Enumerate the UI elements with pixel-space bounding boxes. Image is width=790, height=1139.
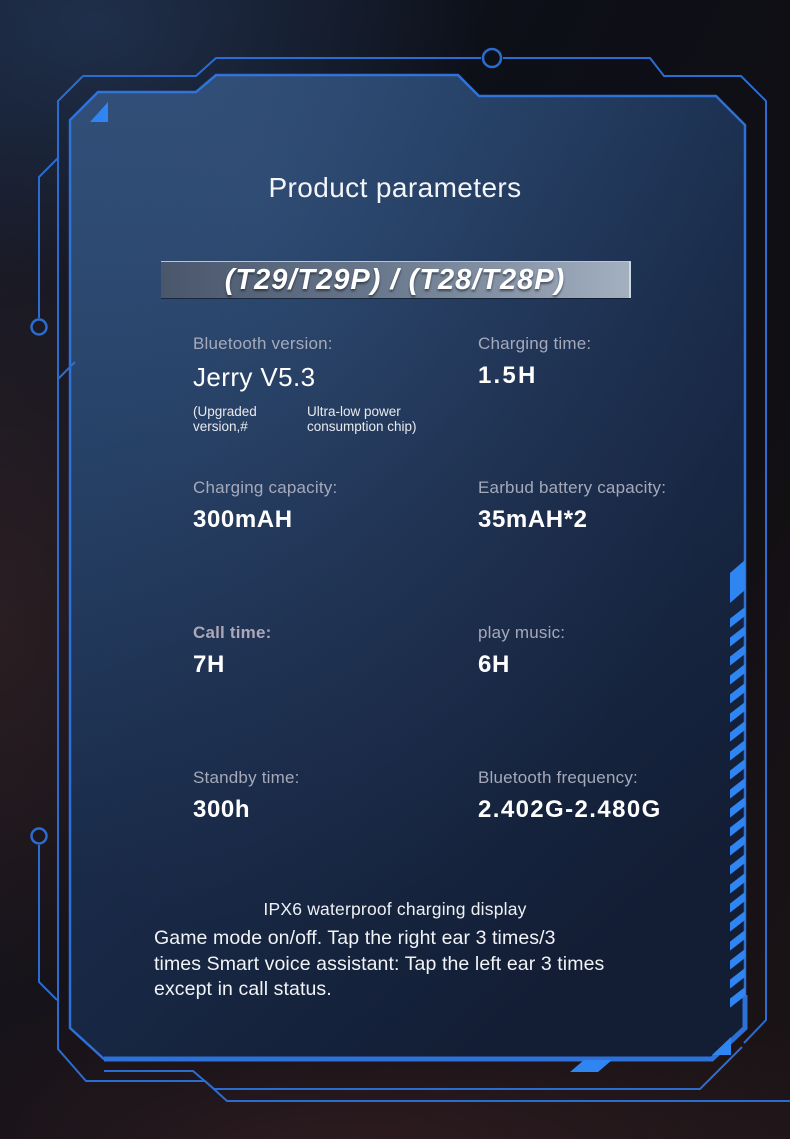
circuit-node-left-lower-icon <box>32 829 47 844</box>
spec-value: 35mAH*2 <box>478 506 588 533</box>
spec-label: Standby time: <box>193 768 300 787</box>
page-title: Product parameters <box>268 172 522 203</box>
bottom-flag-decal <box>570 1060 612 1072</box>
usage-instructions-line: Game mode on/off. Tap the right ear 3 times/3 <box>154 927 556 949</box>
spec-label: Charging capacity: <box>193 478 338 497</box>
spec-earbud-battery-capacity <box>478 478 763 534</box>
spec-value: 300h <box>193 796 251 823</box>
spec-value: 1.5H <box>478 362 538 389</box>
circuit-node-left-upper-icon <box>32 320 47 335</box>
spec-label: play music: <box>478 623 566 642</box>
spec-value: Jerry V5.3 <box>193 362 316 392</box>
spec-value: 300mAH <box>193 506 293 533</box>
usage-instructions-line: except in call status. <box>154 978 332 1001</box>
circuit-node-top-icon <box>483 49 501 67</box>
spec-label: Earbud battery capacity: <box>478 478 667 497</box>
model-banner-text: (T29/T29P) / (T28/T28P) <box>224 263 566 296</box>
spec-label: Bluetooth frequency: <box>478 768 638 787</box>
waterproof-note: IPX6 waterproof charging display <box>263 899 527 919</box>
spec-standby-time <box>193 768 478 824</box>
usage-instructions <box>154 926 654 1003</box>
spec-value: 2.402G-2.480G <box>478 796 662 823</box>
spec-charging-capacity <box>193 478 478 534</box>
spec-bluetooth-frequency <box>478 768 763 824</box>
usage-instructions-line: times Smart voice assistant: Tap the left ear 3 times <box>154 952 605 975</box>
model-banner <box>161 261 631 298</box>
spec-value: 7H <box>193 651 225 678</box>
spec-call-time <box>193 623 478 679</box>
spec-label: Call time: <box>193 623 272 642</box>
spec-note-2: Ultra-low power consumption chip) <box>307 404 417 435</box>
spec-bluetooth-version <box>193 334 478 434</box>
spec-label: Charging time: <box>478 334 592 353</box>
spec-note-1: (Upgraded version,# <box>193 404 257 435</box>
spec-value: 6H <box>478 651 510 678</box>
spec-label: Bluetooth version: <box>193 334 333 353</box>
spec-play-music <box>478 623 763 679</box>
spec-notes <box>193 404 478 434</box>
spec-charging-time <box>478 334 763 390</box>
